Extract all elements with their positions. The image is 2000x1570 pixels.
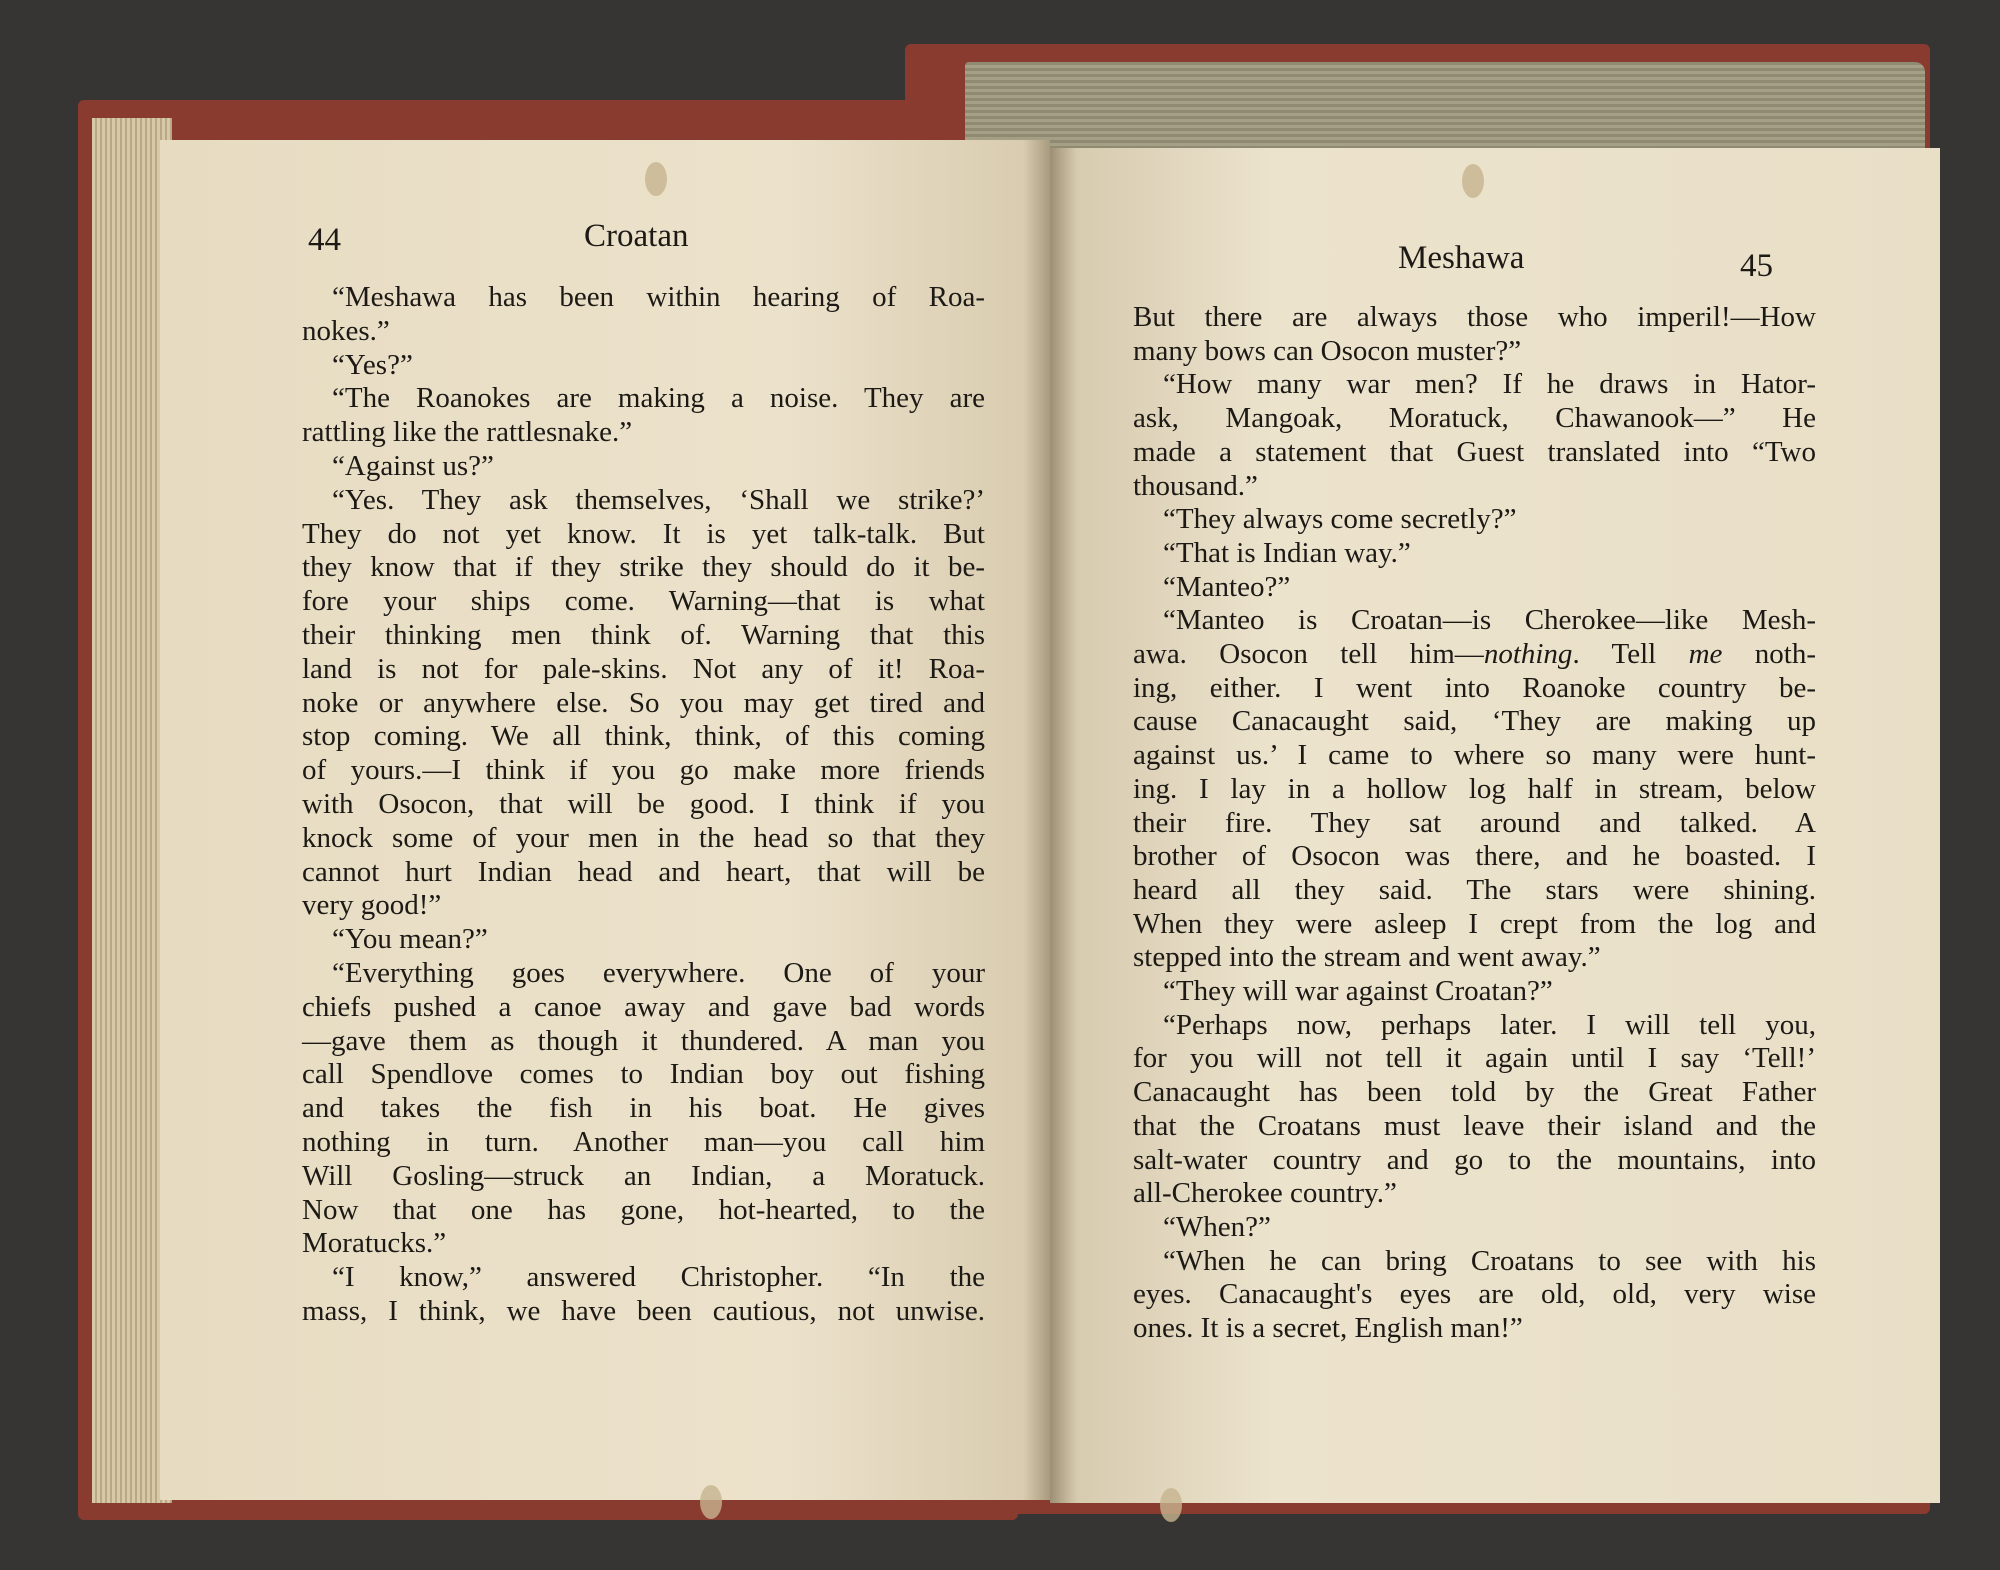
text-line: fore your ships come. Warning—that is what [302, 585, 985, 618]
text-line: Will Gosling—struck an Indian, a Moratuck. [302, 1159, 985, 1192]
page-number: 45 [1740, 248, 1773, 284]
text-line: nokes.” [302, 314, 390, 347]
text-segment: . Tell [1572, 638, 1689, 670]
text-line: ask, Mangoak, Moratuck, Chawanook—” He [1133, 402, 1816, 435]
text-line [1133, 637, 1816, 671]
text-line: for you will not tell it again until I say ‘Tell!’ [1133, 1042, 1816, 1075]
text-line: Moratucks.” [302, 1227, 447, 1260]
text-line: —gave them as though it thundered. A man you [302, 1024, 985, 1057]
text-line: nothing in turn. Another man—you call him [302, 1126, 985, 1158]
page-edges-top [965, 62, 1925, 157]
text-line: that the Croatans must leave their island and the [1133, 1109, 1816, 1142]
text-line: “They always come secretly?” [1163, 503, 1517, 536]
text-line: cannot hurt Indian head and heart, that will be [302, 855, 985, 888]
italic-text: nothing [1483, 638, 1573, 670]
running-head: Croatan [584, 218, 689, 254]
text-line: thousand.” [1133, 469, 1258, 502]
text-line: salt-water country and go to the mountains, into [1133, 1143, 1816, 1176]
text-line: “Yes?” [332, 348, 413, 381]
text-line: “Against us?” [332, 450, 494, 482]
text-line: ing. I lay in a hollow log half in stream, below [1133, 772, 1816, 805]
text-line: knock some of your men in the head so that they [302, 821, 985, 854]
running-head: Meshawa [1398, 240, 1525, 276]
binding-hole [645, 162, 667, 196]
text-line: “Perhaps now, perhaps later. I will tell you, [1163, 1008, 1816, 1041]
text-line: “That is Indian way.” [1163, 536, 1411, 569]
text-line: Now that one has gone, hot-hearted, to the [302, 1193, 985, 1226]
text-line: stop coming. We all think, think, of this coming [302, 720, 985, 753]
binding-hole [1462, 164, 1484, 198]
text-line: land is not for pale-skins. Not any of it! Roa- [302, 652, 985, 685]
binding-hole [1160, 1488, 1182, 1522]
text-line: “Manteo is Croatan—is Cherokee—like Mesh- [1163, 604, 1816, 637]
text-line: When they were asleep I crept from the log and [1133, 907, 1816, 940]
text-line: ones. It is a secret, English man!” [1133, 1312, 1523, 1344]
binding-hole [700, 1485, 722, 1519]
left-page [160, 140, 1050, 1500]
text-line: heard all they said. The stars were shining. [1133, 873, 1816, 906]
text-line: But there are always those who imperil!—How [1133, 301, 1816, 333]
text-line: Canacaught has been told by the Great Father [1133, 1076, 1816, 1109]
text-line: very good!” [302, 889, 442, 922]
right-page [1050, 148, 1940, 1503]
text-line: They do not yet know. It is yet talk-talk. But [302, 517, 985, 550]
text-line: “The Roanokes are making a noise. They are [332, 382, 985, 415]
text-line: chiefs pushed a canoe away and gave bad words [302, 990, 985, 1023]
text-line: ing, either. I went into Roanoke country be- [1133, 671, 1816, 704]
text-line: their fire. They sat around and talked. A [1133, 806, 1816, 839]
text-line: “They will war against Croatan?” [1163, 975, 1553, 1007]
text-line: “Everything goes everywhere. One of your [332, 957, 985, 989]
text-line: rattling like the rattlesnake.” [302, 416, 633, 449]
text-segment: noth- [1722, 638, 1817, 670]
text-line: eyes. Canacaught's eyes are old, old, very wise [1133, 1278, 1816, 1311]
text-line: and takes the fish in his boat. He gives [302, 1092, 985, 1125]
text-line: “Manteo?” [1163, 570, 1291, 603]
text-line: “Meshawa has been within hearing of Roa- [332, 281, 985, 313]
text-line: “When he can bring Croatans to see with his [1163, 1244, 1816, 1277]
text-line: many bows can Osocon muster?” [1133, 334, 1522, 367]
text-line: with Osocon, that will be good. I think if you [302, 788, 985, 820]
text-line: “Yes. They ask themselves, ‘Shall we strike?’ [332, 483, 985, 516]
text-segment: awa. Osocon tell him— [1133, 638, 1484, 670]
text-line: brother of Osocon was there, and he boasted. I [1133, 840, 1816, 873]
text-line: call Spendlove comes to Indian boy out fishing [302, 1058, 985, 1091]
text-line: stepped into the stream and went away.” [1133, 941, 1601, 974]
text-line: “How many war men? If he draws in Hator- [1163, 368, 1816, 401]
italic-text: me [1688, 638, 1723, 670]
text-line: they know that if they strike they should do it be- [302, 551, 985, 584]
text-line: “I know,” answered Christopher. “In the [332, 1261, 985, 1294]
text-line: their thinking men think of. Warning that this [302, 619, 985, 651]
text-line: “You mean?” [332, 923, 488, 956]
text-line: against us.’ I came to where so many were hunt- [1133, 739, 1816, 772]
text-line: of yours.—I think if you go make more friends [302, 754, 985, 787]
text-line: cause Canacaught said, ‘They are making up [1133, 705, 1816, 738]
page-number: 44 [308, 222, 341, 258]
text-line: noke or anywhere else. So you may get tired and [302, 686, 985, 719]
text-line: mass, I think, we have been cautious, not unwise. [302, 1295, 985, 1327]
text-line: all-Cherokee country.” [1133, 1177, 1397, 1210]
text-line: “When?” [1163, 1210, 1271, 1243]
text-line: made a statement that Guest translated into “Two [1133, 435, 1816, 468]
